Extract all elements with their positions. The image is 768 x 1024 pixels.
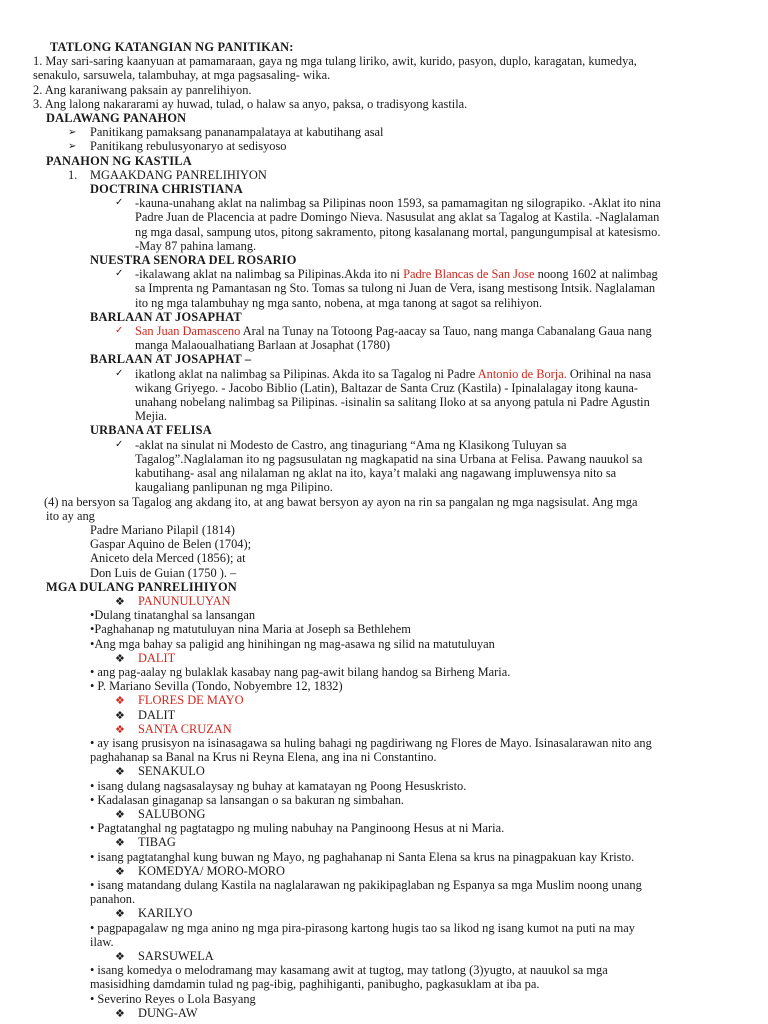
- body-line: •Paghahanap ng matutuluyan nina Maria at Joseph sa Bethlehem: [90, 622, 411, 637]
- aklat-heading: MGAAKDANG PANRELIHIYON: [90, 167, 267, 182]
- trait-line: 2. Ang karaniwang paksain ay panrelihiyon.: [33, 82, 252, 97]
- list-item: ➢ Panitikang rebulusyonaryo at sedisyoso: [68, 139, 287, 154]
- dula-item: ❖ SARSUWELA: [115, 949, 214, 963]
- dula-item: ❖ KARILYO: [115, 906, 193, 921]
- body-line: Mejia.: [135, 409, 167, 424]
- dula-item: ❖ KOMEDYA/ MORO-MORO: [115, 863, 285, 878]
- author-highlight: San Juan Damasceno: [135, 324, 241, 339]
- body-line: (4) na bersyon sa Tagalog ang akdang ito, at ang bawat bersyon ay ayon na rin sa pangalan ng mga nagsisulat. Ang mga: [44, 494, 638, 509]
- body-line: Tagalog”.Naglalaman ito ng pagsusulatan ng magkapatid na sina Urbana at Felisa. Pawang nauukol sa: [135, 451, 643, 466]
- body-line: ilaw.: [90, 934, 114, 949]
- diamond-bullet-icon: ❖: [115, 694, 125, 708]
- trait-line: 3. Ang lalong nakararami ay huwad, tulad, o halaw sa anyo, paksa, o tradisyong kastila.: [33, 96, 468, 111]
- dalawang-heading: DALAWANG PANAHON: [46, 111, 187, 126]
- diamond-bullet-icon: ❖: [115, 651, 125, 665]
- dula-item: ❖ DALIT: [115, 707, 176, 722]
- body-line: • isang komedya o melodramang may kasamang awit at tugtog, may tatlong (3)yugto, at nauukol sa mga: [90, 963, 608, 978]
- dula-item: ❖ DALIT: [115, 650, 176, 665]
- body-line: paghahanap sa Banal na Krus ni Reyna Elena, ang ina ni Constantino.: [90, 750, 437, 765]
- body-line: manga Malaoualhatiang Barlaan at Josaphat (1780): [135, 338, 390, 353]
- list-number: 1.: [68, 167, 78, 182]
- author-highlight: Antonio de Borja.: [477, 366, 567, 381]
- checkmark-bullet-icon: ✓: [115, 268, 124, 280]
- body-line: •Dulang tinatanghal sa lansangan: [90, 608, 256, 623]
- diamond-bullet-icon: ❖: [115, 807, 125, 821]
- body-line: • Severino Reyes o Lola Basyang: [90, 991, 256, 1006]
- body-line: • isang matandang dulang Kastila na naglalarawan ng pakikipaglaban ng Espanya sa mga Muslim noong unang: [90, 877, 642, 892]
- checkmark-bullet-icon: ✓: [115, 367, 124, 379]
- body-line: -May 87 pahina lamang.: [135, 238, 257, 253]
- checkmark-bullet-icon: ✓: [115, 325, 124, 337]
- kastila-heading: PANAHON NG KASTILA: [46, 153, 192, 168]
- section-heading: BARLAAN AT JOSAPHAT: [90, 309, 242, 324]
- diamond-bullet-icon: ❖: [115, 864, 125, 878]
- author-line: Padre Mariano Pilapil (1814): [90, 522, 235, 537]
- diamond-bullet-icon: ❖: [115, 722, 125, 736]
- author-line: Don Luis de Guian (1750 ). –: [90, 565, 237, 580]
- dula-item: ❖ SENAKULO: [115, 764, 205, 779]
- body-line: ito ng mga talambuhay ng mga santo, nobena, at mga tanong at sagot sa relihiyon.: [135, 295, 543, 310]
- body-line: • ay isang prusisyon na isinasagawa sa huling bahagi ng pagdiriwang ng Flores de Mayo. Isinasalarawan nito ang: [90, 735, 652, 750]
- dula-item: ❖ SANTA CRUZAN: [115, 721, 232, 736]
- body-line: • isang dulang nagsasalaysay ng buhay at kamatayan ng Poong Hesuskristo.: [90, 778, 467, 793]
- body-line: ng mga dasal, sampung utos, pitong sakramento, pitong kasalanang mortal, pangungumpisal at katesismo.: [135, 224, 661, 239]
- body-line: • pagpapagalaw ng mga anino ng mga pira-pirasong kartong hugis tao sa likod ng isang kumot na puti na may: [90, 920, 635, 935]
- dula-heading: MGA DULANG PANRELIHIYON: [46, 579, 237, 594]
- urbana-block: [0, 438, 768, 495]
- list-item: ➢ Panitikang pamaksang pananampalataya at kabutihang asal: [68, 125, 384, 140]
- body-line: -kauna-unahang aklat na nalimbag sa Pilipinas noon 1593, sa pamamagitan ng silograpiko. -Aklat ito nina: [135, 196, 661, 211]
- diamond-bullet-icon: ❖: [115, 594, 125, 608]
- body-line: San Juan Damasceno Aral na Tunay na Totoong Pag-aacay sa Tauo, nang manga Cabanalang Gaua nang: [135, 324, 652, 339]
- dula-item: ❖ TIBAG: [115, 835, 176, 850]
- body-line: wikang Griyego. - Jacobo Biblio (Latin), Baltazar de Santa Cruz (Kastila) - Ipinalalagay itong kauna-: [135, 380, 639, 395]
- dula-item: ❖ SALUBONG: [115, 806, 206, 821]
- body-line: • Kadalasan ginaganap sa lansangan o sa bakuran ng simbahan.: [90, 792, 405, 807]
- body-line: sa Imprenta ng Pamantasan ng Sto. Tomas sa tulong ni Juan de Vera, isang mestisong Intsik. Naglalaman: [135, 281, 656, 296]
- barlaan1-block: [0, 324, 768, 352]
- body-line: unahang nobelang nalimbag sa Pilipinas. -isinalin sa salitang Iloko at sa anyong patula ni Padre Agustin: [135, 395, 650, 410]
- body-line: •Ang mga bahay sa paligid ang hinihingan ng mag-asawa ng silid na matutuluyan: [90, 636, 495, 651]
- body-line: ito ay ang: [46, 508, 95, 523]
- diamond-bullet-icon: ❖: [115, 765, 125, 779]
- section-heading: BARLAAN AT JOSAPHAT –: [90, 352, 252, 367]
- author-highlight: Padre Blancas de San Jose: [403, 267, 535, 282]
- doc-title: TATLONG KATANGIAN NG PANITIKAN:: [50, 40, 294, 54]
- doctrina-block: [0, 196, 768, 253]
- body-line: -ikalawang aklat na nalimbag sa Pilipinas.Akda ito ni Padre Blancas de San Jose noong 1602 at nalimbag: [135, 267, 658, 282]
- body-line: masisidhing damdamin tulad ng pag-ibig, paghihiganti, panibugho, pagkasuklam at iba pa.: [90, 977, 540, 992]
- dula-item: ❖ DUNG-AW: [115, 1005, 198, 1020]
- section-heading: URBANA AT FELISA: [90, 423, 212, 438]
- checkmark-bullet-icon: ✓: [115, 197, 124, 209]
- arrow-bullet-icon: ➢: [68, 141, 77, 153]
- body-line: kaugaliang panlipunan ng mga Pilipino.: [135, 480, 333, 495]
- body-line: • P. Mariano Sevilla (Tondo, Nobyembre 12, 1832): [90, 679, 343, 694]
- body-line: Padre Juan de Placencia at padre Domingo Nieva. Nasusulat ang aklat sa Tagalog at Kastila. -Naglalaman: [135, 210, 660, 225]
- trait-line: 1. May sari-saring kaanyuan at pamamaraan, gaya ng mga tulang liriko, awit, kurido, pasyon, duplo, karagatan, kumedya,: [33, 54, 637, 69]
- diamond-bullet-icon: ❖: [115, 836, 125, 850]
- body-line: • isang pagtatanghal kung buwan ng Mayo, ng paghahanap ni Santa Elena sa krus na pinagpakuan kay Kristo.: [90, 849, 635, 864]
- dula-item: ❖ PANUNULUYAN: [115, 593, 231, 608]
- checkmark-bullet-icon: ✓: [115, 438, 124, 450]
- body-line: panahon.: [90, 892, 136, 907]
- body-line: kabutihang- asal ang nilalaman ng aklat na ito, kaya’t malaki ang nagawang impluwensya nito sa: [135, 466, 617, 481]
- barlaan2-block: [0, 367, 768, 424]
- aklat-heading-row: [0, 168, 768, 182]
- diamond-bullet-icon: ❖: [115, 1006, 125, 1020]
- arrow-bullet-icon: ➢: [68, 127, 77, 139]
- body-line: ikatlong aklat na nalimbag sa Pilipinas. Akda ito sa Tagalog ni Padre Antonio de Borja. Orihinal na nasa: [135, 366, 652, 381]
- section-heading: DOCTRINA CHRISTIANA: [90, 182, 243, 197]
- diamond-bullet-icon: ❖: [115, 907, 125, 921]
- author-line: Aniceto dela Merced (1856); at: [90, 551, 246, 566]
- diamond-bullet-icon: ❖: [115, 708, 125, 722]
- author-line: Gaspar Aquino de Belen (1704);: [90, 537, 252, 552]
- document-page: [0, 40, 768, 1020]
- body-line: • ang pag-aalay ng bulaklak kasabay nang pag-awit bilang handog sa Birheng Maria.: [90, 664, 511, 679]
- body-line: -aklat na sinulat ni Modesto de Castro, ang tinaguriang “Ama ng Klasikong Tuluyan sa: [135, 437, 567, 452]
- diamond-bullet-icon: ❖: [115, 950, 125, 963]
- section-heading: NUESTRA SENORA DEL ROSARIO: [90, 253, 297, 268]
- trait-line: senakulo, sarsuwela, talambuhay, at mga pagsasaling- wika.: [33, 68, 331, 83]
- body-line: • Pagtatanghal ng pagtatagpo ng muling nabuhay na Panginoong Hesus at ni Maria.: [90, 821, 505, 836]
- nuestra-block: [0, 267, 768, 310]
- dula-item: ❖ FLORES DE MAYO: [115, 693, 244, 708]
